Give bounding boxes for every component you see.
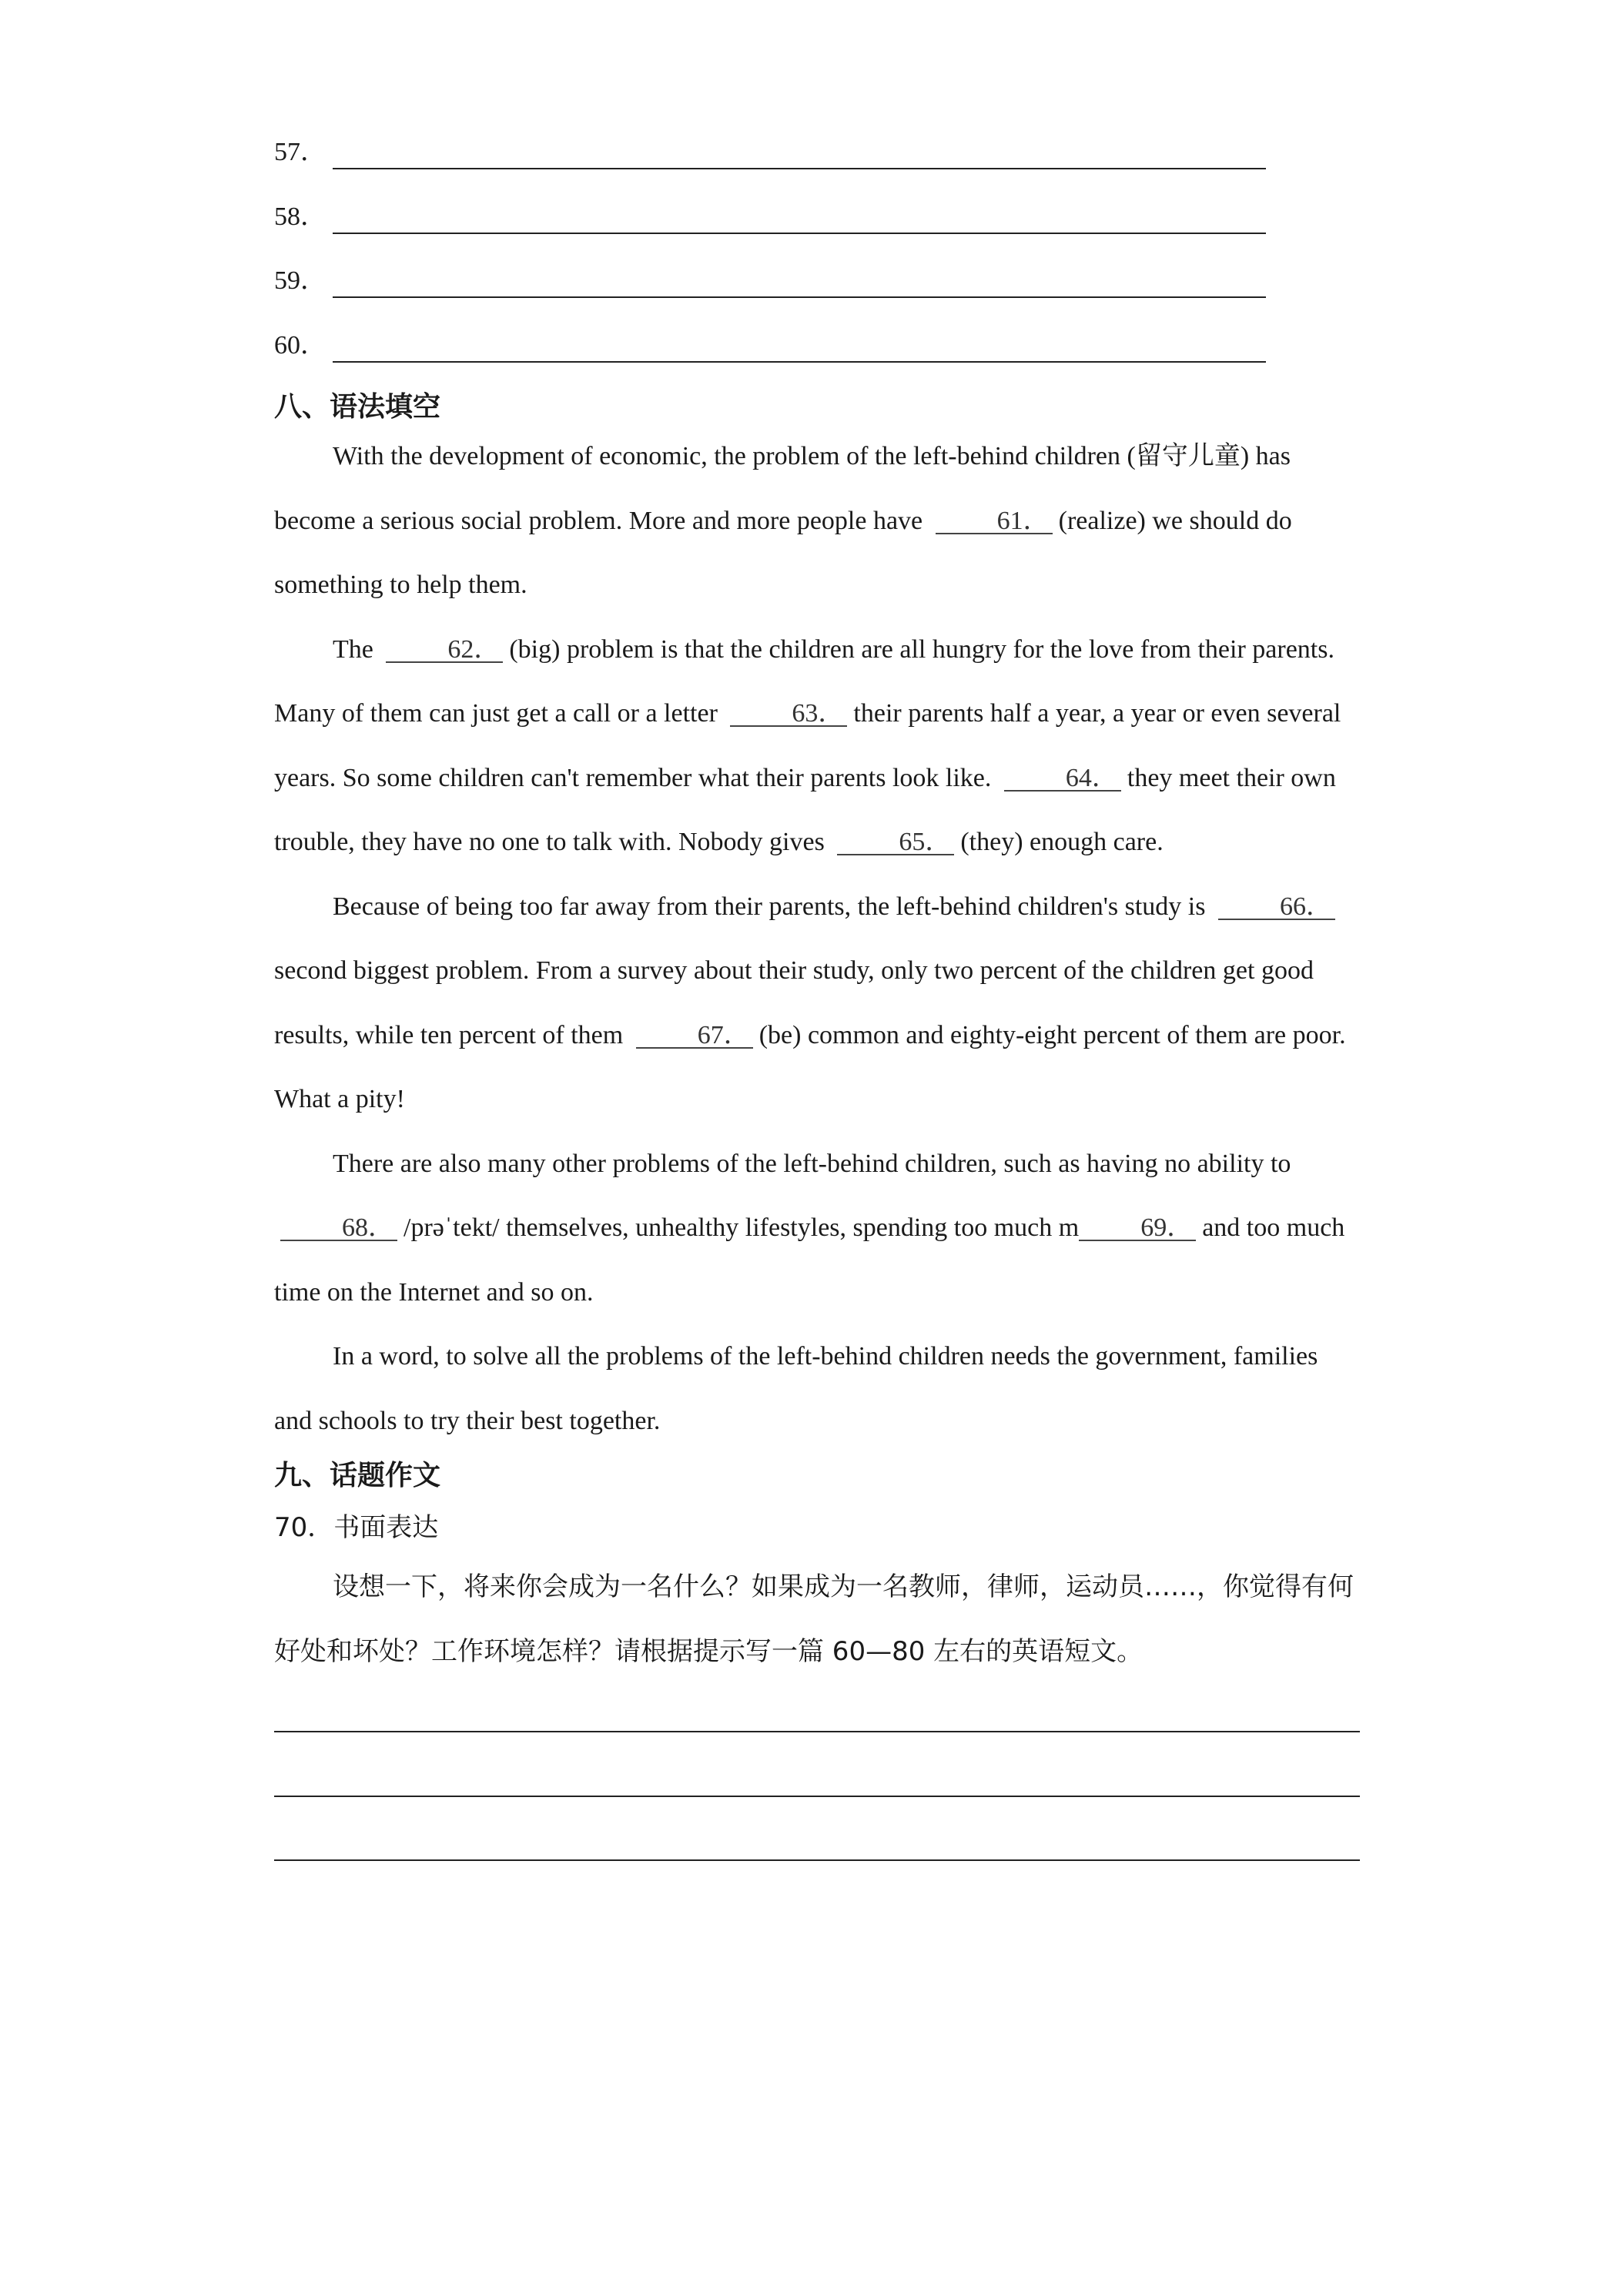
paragraph-2	[274, 618, 1360, 875]
blank-66[interactable]: 66．	[1218, 895, 1335, 920]
paragraph-4	[274, 1132, 1360, 1325]
text: There are also many other problems of the left-behind children, such as having no ability to	[333, 1149, 1291, 1178]
text: With the development of economic, the problem of the left-behind children (留守儿童) has become a serious social problem. More and more people have	[274, 442, 1291, 535]
section8-heading: 八、语法填空	[274, 391, 441, 423]
text: and too much time on the Internet and so on.	[274, 1213, 1345, 1307]
paragraph-1	[274, 424, 1360, 618]
answer-rule	[333, 296, 1266, 298]
text: /prəˈtekt/ themselves, unhealthy lifestyles, spending too much m	[403, 1213, 1080, 1242]
text: (they) enough care.	[960, 828, 1164, 856]
item-70-label: 70．书面表达	[274, 1512, 439, 1543]
text: (big) problem is that the children are all hungry for the love from their parents. Many of them can just get a call or a letter	[274, 634, 1334, 728]
section9-heading: 九、话题作文	[274, 1460, 441, 1491]
writing-line-3[interactable]	[274, 1859, 1360, 1861]
answer-rule	[333, 361, 1266, 363]
cloze-passage	[274, 424, 1360, 1453]
answer-number: 57．	[274, 138, 326, 166]
prompt-text: 设想一下，将来你会成为一名什么？如果成为一名教师，律师，运动员……，你觉得有何好处和坏处？工作环境怎样？请根据提示写一篇 60—80 左右的英语短文。	[274, 1571, 1354, 1667]
text: second biggest problem. From a survey about their study, only two percent of the children get good results, while ten percent of them	[274, 956, 1314, 1049]
blank-64[interactable]: 64．	[1004, 767, 1121, 792]
text: (realize) we should do something to help them.	[274, 506, 1292, 599]
text: their parents half a year, a year or even several years. So some children can't remember what their parents look like.	[274, 699, 1341, 792]
text: The	[333, 634, 373, 664]
blank-68[interactable]: 68．	[280, 1217, 397, 1241]
answer-number: 60．	[274, 331, 326, 360]
writing-line-2[interactable]	[274, 1796, 1360, 1797]
writing-prompt	[274, 1555, 1360, 1684]
text: they meet their own trouble, they have no one to talk with. Nobody gives	[274, 763, 1336, 856]
blank-61[interactable]: 61．	[936, 510, 1053, 534]
answer-rule	[333, 168, 1266, 169]
paragraph-5: In a word, to solve all the problems of the left-behind children needs the government, families and schools to try their best together.	[274, 1342, 1318, 1435]
blank-69[interactable]: 69．	[1079, 1217, 1196, 1241]
text: (be) common and eighty-eight percent of them are poor. What a pity!	[274, 1020, 1346, 1113]
answer-number: 59．	[274, 266, 326, 295]
answer-rule	[333, 233, 1266, 234]
blank-65[interactable]: 65．	[837, 831, 954, 855]
text: Because of being too far away from their parents, the left-behind children's study is	[333, 892, 1206, 921]
blank-67[interactable]: 67．	[636, 1024, 753, 1049]
blank-63[interactable]: 63．	[730, 702, 847, 727]
answer-number: 58．	[274, 202, 326, 231]
writing-line-1[interactable]	[274, 1731, 1360, 1732]
paragraph-3	[274, 875, 1360, 1132]
blank-62[interactable]: 62．	[386, 638, 503, 663]
